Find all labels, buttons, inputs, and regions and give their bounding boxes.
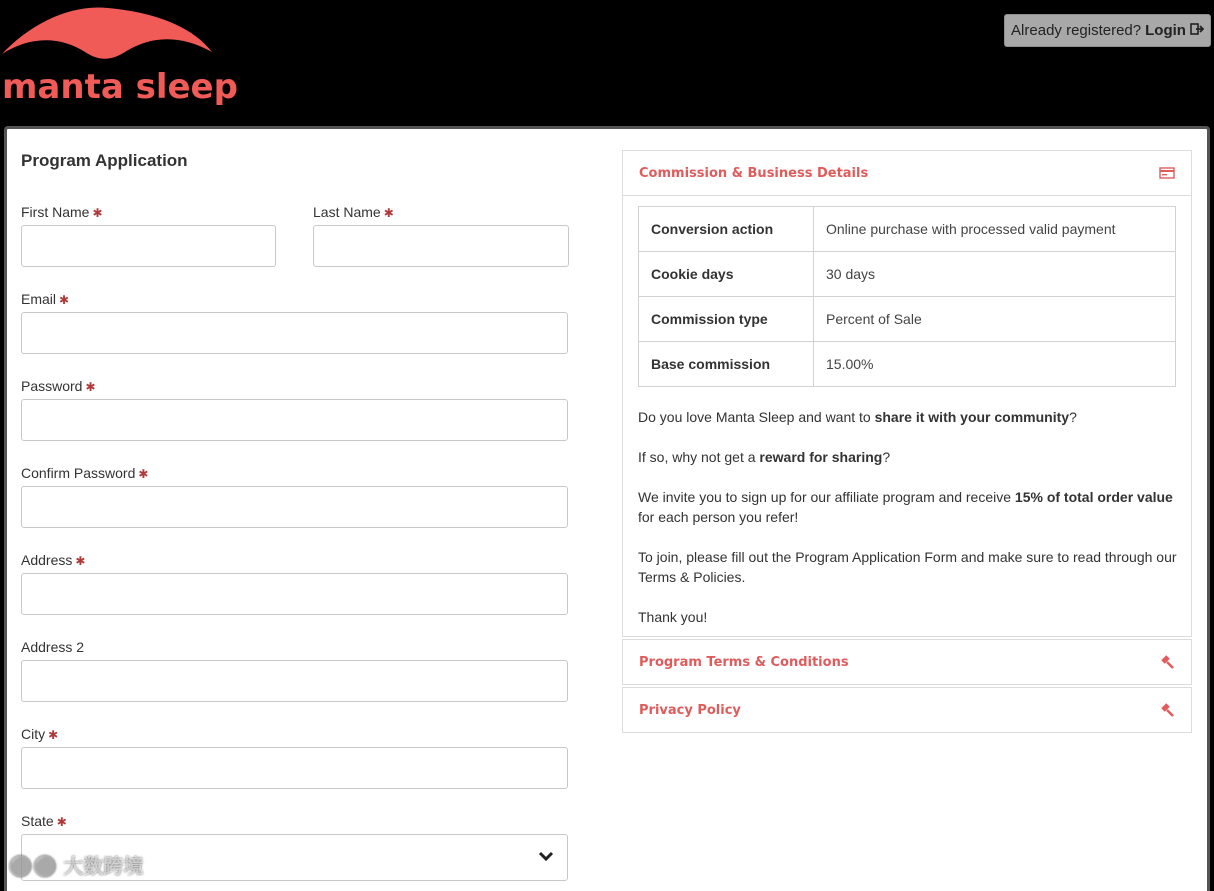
required-icon: ✱	[56, 815, 67, 829]
password-input[interactable]	[21, 399, 568, 441]
intro-paragraph-4: To join, please fill out the Program Application Form and make sure to read through our Terms & Policies.	[638, 549, 1177, 585]
text-run: We invite you to sign up for our affiliate program and receive	[638, 489, 1015, 505]
address-label-text: Address	[21, 552, 73, 568]
form-title: Program Application	[21, 151, 188, 170]
last-name-label	[313, 204, 394, 220]
commission-header[interactable]	[623, 151, 1191, 196]
terms-section[interactable]	[622, 639, 1192, 685]
email-label-text: Email	[21, 291, 57, 307]
intro-paragraph-3	[638, 487, 1183, 527]
brand-logo[interactable]	[0, 4, 238, 108]
required-icon: ✱	[59, 293, 70, 307]
table-key: Commission type	[639, 297, 814, 342]
manta-wave-icon	[0, 4, 216, 74]
card-icon	[1159, 165, 1175, 181]
address-label	[21, 552, 85, 568]
watermark-text: 大数跨境	[63, 856, 144, 878]
last-name-input[interactable]	[313, 225, 569, 267]
address2-label	[21, 639, 84, 655]
state-label	[21, 813, 67, 829]
commission-section	[622, 150, 1192, 637]
email-input[interactable]	[21, 312, 568, 354]
first-name-input[interactable]	[21, 225, 276, 267]
watermark-logo-icon: ⚪⚪	[8, 856, 58, 878]
table-value: Percent of Sale	[814, 297, 1176, 342]
text-bold: reward for sharing	[759, 449, 883, 465]
privacy-header[interactable]	[623, 688, 1191, 733]
first-name-label-text: First Name	[21, 204, 90, 220]
login-button[interactable]	[1004, 14, 1211, 47]
text-run: Do you love Manta Sleep and want to	[638, 409, 875, 425]
intro-paragraph-2	[638, 447, 1183, 467]
confirm-password-label-text: Confirm Password	[21, 465, 136, 481]
text-run: for each person you refer!	[638, 509, 799, 525]
password-label	[21, 378, 96, 394]
watermark	[8, 850, 143, 879]
terms-header[interactable]	[623, 640, 1191, 685]
address2-input[interactable]	[21, 660, 568, 702]
city-label	[21, 726, 58, 742]
table-row	[639, 207, 1176, 252]
password-label-text: Password	[21, 378, 83, 394]
address-input[interactable]	[21, 573, 568, 615]
sign-in-icon	[1190, 23, 1204, 38]
first-name-label	[21, 204, 103, 220]
text-run: ?	[1069, 409, 1077, 425]
last-name-label-text: Last Name	[313, 204, 381, 220]
text-bold: share it with your community	[874, 409, 1070, 425]
table-row	[639, 342, 1176, 387]
top-header	[0, 0, 1214, 126]
city-input[interactable]	[21, 747, 568, 789]
privacy-section[interactable]	[622, 687, 1192, 733]
text-run: ?	[882, 449, 891, 465]
chevron-down-icon	[537, 847, 555, 865]
required-icon: ✱	[138, 467, 149, 481]
table-value: 30 days	[814, 252, 1176, 297]
required-icon: ✱	[92, 206, 103, 220]
terms-title: Program Terms & Conditions	[639, 655, 849, 670]
address2-label-text: Address 2	[21, 639, 85, 655]
city-label-text: City	[21, 726, 46, 742]
privacy-title: Privacy Policy	[639, 703, 741, 718]
table-row	[639, 297, 1176, 342]
table-value: Online purchase with processed valid payment	[814, 207, 1176, 252]
confirm-password-label	[21, 465, 148, 481]
brand-name: manta sleep	[2, 67, 238, 107]
text-bold: 15% of total order value	[1014, 489, 1173, 505]
confirm-password-input[interactable]	[21, 486, 568, 528]
text-run: If so, why not get a	[638, 449, 760, 465]
email-label	[21, 291, 69, 307]
required-icon: ✱	[85, 380, 96, 394]
commission-table	[638, 206, 1176, 387]
gavel-icon	[1159, 655, 1175, 671]
table-row	[639, 252, 1176, 297]
table-key: Base commission	[639, 342, 814, 387]
required-icon: ✱	[383, 206, 394, 220]
table-key: Conversion action	[639, 207, 814, 252]
table-value: 15.00%	[814, 342, 1176, 387]
table-key: Cookie days	[639, 252, 814, 297]
main-panel	[4, 126, 1210, 891]
intro-paragraph-5: Thank you!	[638, 609, 708, 625]
required-icon: ✱	[48, 728, 59, 742]
login-label: Login	[1145, 22, 1186, 39]
gavel-icon	[1159, 703, 1175, 719]
required-icon: ✱	[75, 554, 86, 568]
intro-paragraph-1	[638, 407, 1183, 427]
commission-title: Commission & Business Details	[639, 165, 869, 181]
login-prefix: Already registered?	[1011, 22, 1142, 39]
state-label-text: State	[21, 813, 54, 829]
